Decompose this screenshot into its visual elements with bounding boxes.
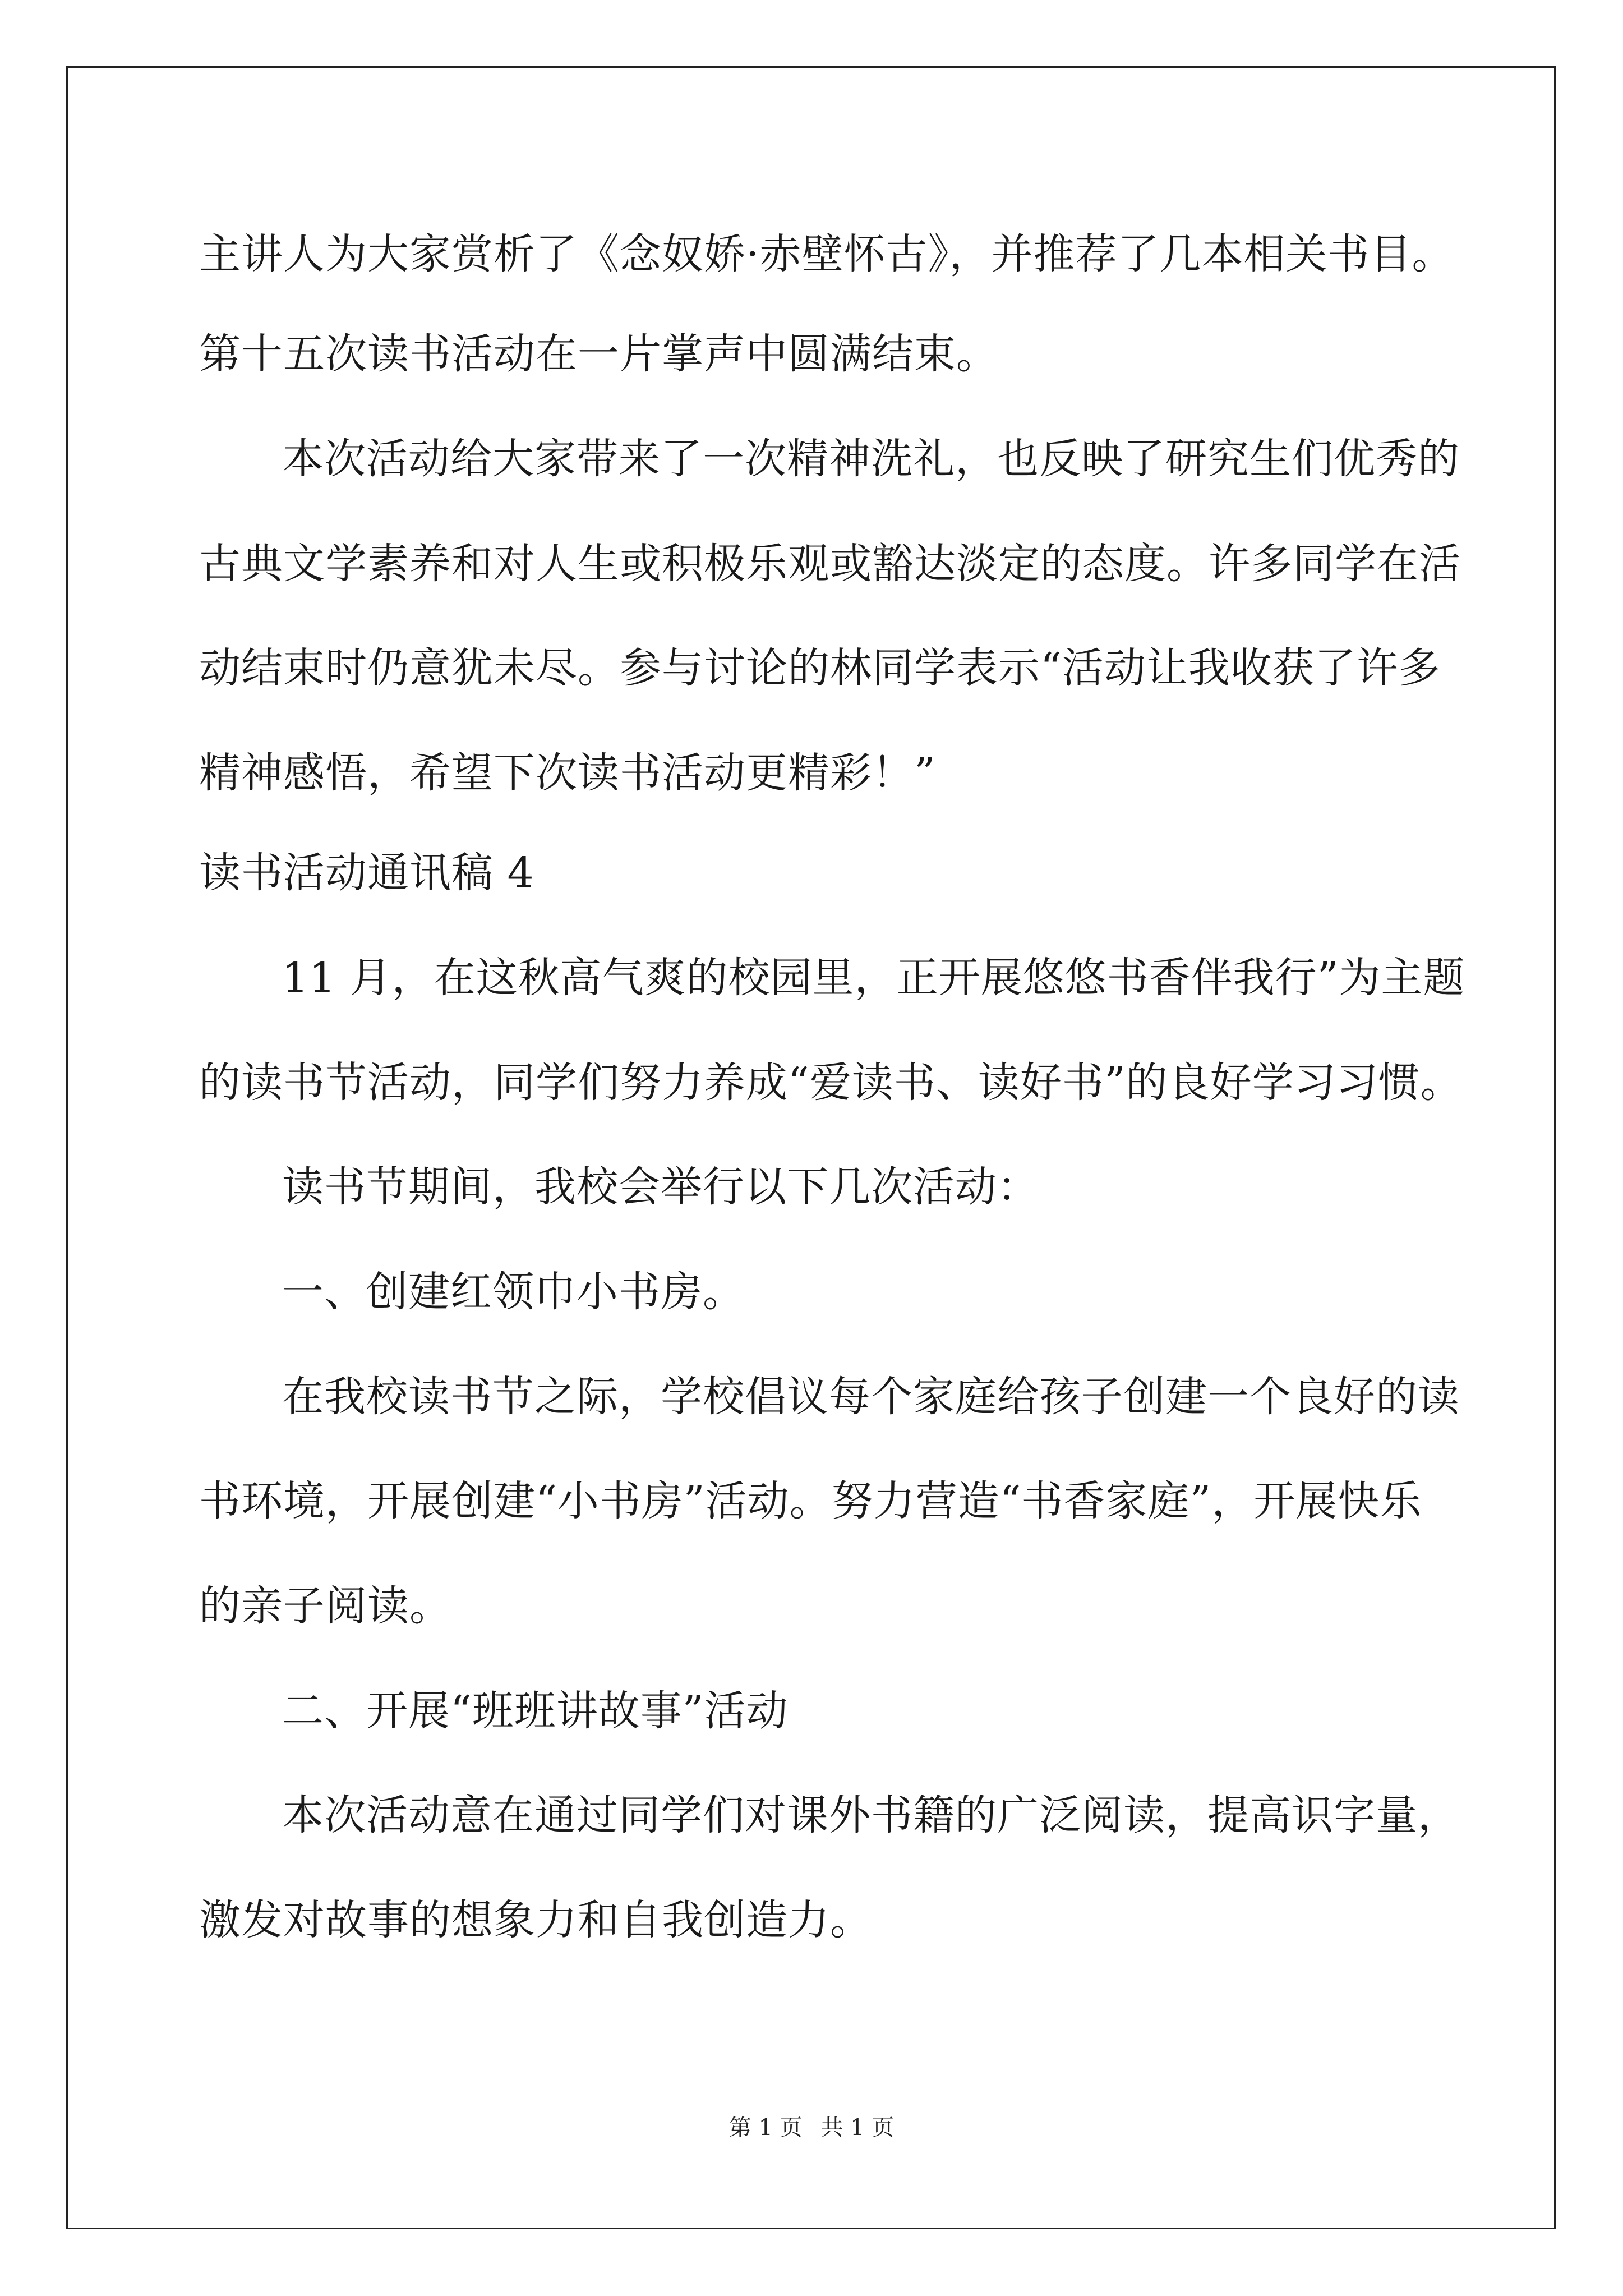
section-heading: 读书活动通讯稿 4 (199, 849, 534, 897)
text-line: 读书节期间，我校会举行以下几次活动： (282, 1163, 1039, 1211)
text-line: 精神感悟，希望下次读书活动更精彩！” (199, 749, 936, 797)
text-line: 激发对故事的想象力和自我创造力。 (199, 1896, 872, 1944)
text-line: 动结束时仍意犹未尽。参与讨论的林同学表示“活动让我收获了许多 (199, 644, 1441, 692)
text-line: 古典文学素养和对人生或积极乐观或豁达淡定的态度。许多同学在活 (199, 540, 1461, 588)
text-line: 第十五次读书活动在一片掌声中圆满结束。 (199, 330, 998, 378)
page-footer (0, 2111, 1623, 2145)
text-line: 本次活动意在通过同学们对课外书籍的广泛阅读，提高识字量， (282, 1791, 1460, 1839)
text-line: 在我校读书节之际，学校倡议每个家庭给孩子创建一个良好的读 (282, 1373, 1460, 1421)
text-line: 的读书节活动，同学们努力养成“爱读书、读好书”的良好学习习惯。 (199, 1059, 1463, 1107)
text-line: 二、开展“班班讲故事”活动 (282, 1687, 789, 1735)
text-line: 主讲人为大家赏析了《念奴娇·赤壁怀古》，并推荐了几本相关书目。 (199, 230, 1454, 278)
text-line: 书环境，开展创建“小书房”活动。努力营造“书香家庭”，开展快乐 (199, 1477, 1422, 1525)
page-number-current: 第 1 页 (728, 2115, 803, 2141)
page-number-total: 共 1 页 (820, 2115, 895, 2141)
text-line: 的亲子阅读。 (199, 1582, 451, 1630)
text-line: 11 月，在这秋高气爽的校园里，正开展悠悠书香伴我行”为主题 (282, 954, 1465, 1002)
text-line: 一、创建红领巾小书房。 (282, 1268, 745, 1316)
text-line: 本次活动给大家带来了一次精神洗礼，也反映了研究生们优秀的 (282, 435, 1460, 483)
